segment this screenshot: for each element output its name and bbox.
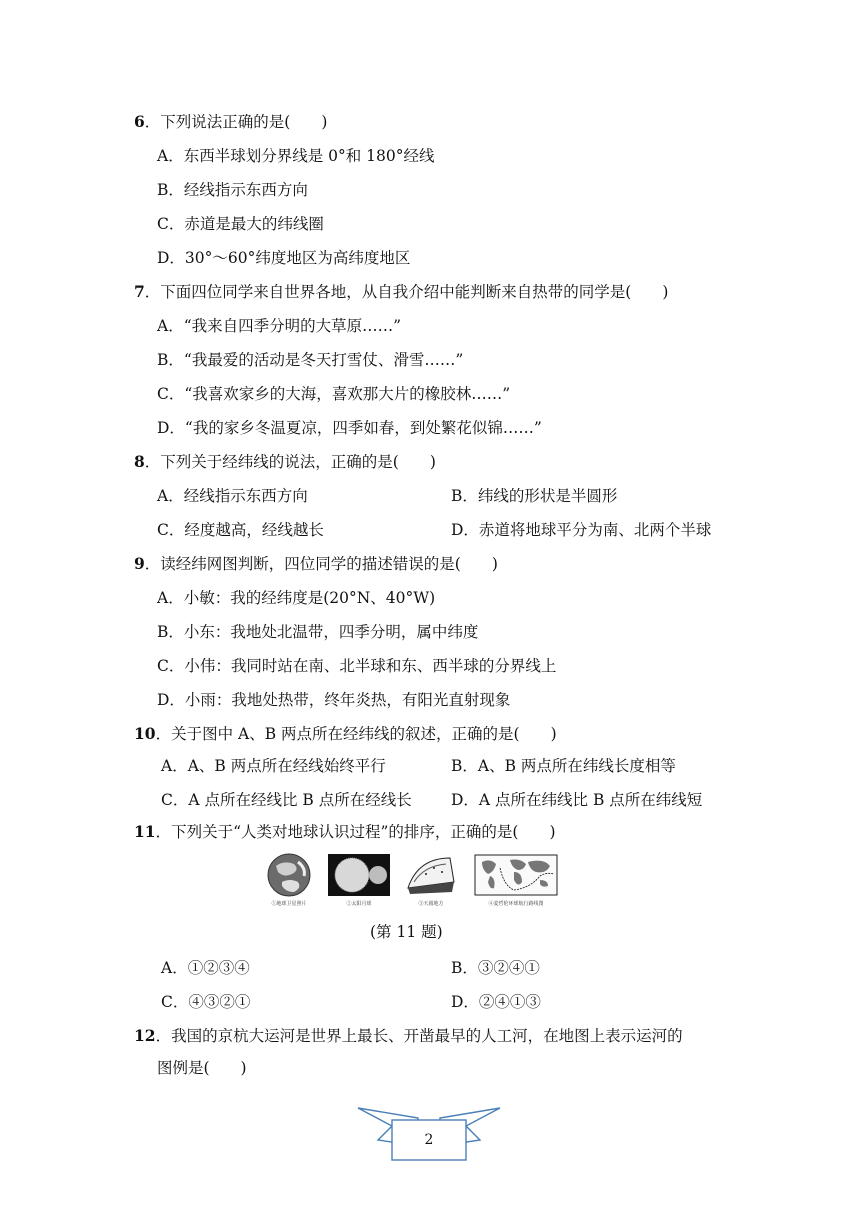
question-7-option-d: D．“我的家乡冬温夏凉，四季如春，到处繁花似锦……” (157, 419, 542, 437)
question-10-option-b: B．A、B 两点所在纬线长度相等 (451, 757, 676, 775)
question-11-option-c: C．④③②① (161, 993, 251, 1011)
figure-label-3: ③天圆地方 (418, 901, 444, 907)
question-9-option-a: A．小敏：我的经纬度是(20°N、40°W) (157, 589, 436, 607)
question-8-option-c: C．经度越高，经线越长 (157, 521, 324, 539)
question-9-option-d: D．小雨：我地处热带，终年炎热，有阳光直射现象 (157, 691, 511, 709)
question-12-stem: 12．我国的京杭大运河是世界上最长、开凿最早的人工河，在地图上表示运河的 (134, 1026, 683, 1045)
question-11-option-d: D．②④①③ (451, 993, 541, 1011)
question-10-option-d: D．A 点所在纬线比 B 点所在纬线短 (451, 791, 703, 809)
world-map-route-image (474, 852, 558, 898)
question-9-option-b: B．小东：我地处北温带，四季分明，属中纬度 (157, 623, 479, 641)
figure-label-4: ④麦哲伦环球航行路线图 (488, 901, 544, 907)
question-7-stem: 7．下面四位同学来自世界各地，从自我介绍中能判断来自热带的同学是( ) (134, 282, 669, 301)
question-7-option-a: A．“我来自四季分明的大草原……” (157, 317, 402, 335)
question-11-option-a: A．①②③④ (161, 959, 250, 977)
figure-world-route (474, 852, 558, 907)
figure-earth-photo (264, 852, 314, 907)
page-number: 2 (424, 1132, 434, 1148)
question-6-option-b: B．经线指示东西方向 (157, 181, 308, 199)
question-10-option-c: C．A 点所在经线比 B 点所在经线长 (161, 791, 412, 809)
question-6-option-a: A．东西半球划分界线是 0°和 180°经线 (157, 147, 435, 165)
question-6-stem: 6．下列说法正确的是( ) (134, 112, 328, 131)
figure-caption: (第 11 题) (370, 923, 443, 941)
question-6-option-d: D．30°～60°纬度地区为高纬度地区 (157, 249, 411, 267)
question-7-option-c: C．“我喜欢家乡的大海，喜欢那大片的橡胶林……” (157, 385, 511, 403)
sky-dome-image (404, 852, 458, 898)
question-8-stem: 8．下列关于经纬线的说法，正确的是( ) (134, 452, 436, 471)
question-8-option-a: A．经线指示东西方向 (157, 487, 308, 505)
sun-moon-image (328, 852, 390, 898)
question-9-stem: 9．读经纬网图判断，四位同学的描述错误的是( ) (134, 554, 498, 573)
question-11-option-b: B．③②④① (451, 959, 540, 977)
figure-label-1: ①地球卫星照片 (271, 901, 307, 907)
question-8-option-d: D．赤道将地球平分为南、北两个半球 (451, 521, 712, 539)
earth-satellite-image (264, 852, 314, 898)
figure-sun-moon (328, 852, 390, 907)
question-10-stem: 10．关于图中 A、B 两点所在经纬线的叙述，正确的是( ) (134, 724, 557, 743)
figure-round-sky (404, 852, 458, 907)
question-12-stem-continued: 图例是( ) (157, 1059, 247, 1077)
question-11-figure (262, 852, 562, 912)
question-11-stem: 11．下列关于“人类对地球认识过程”的排序，正确的是( ) (134, 822, 556, 841)
page-number-ribbon (356, 1106, 502, 1164)
figure-label-2: ②太阳月球 (346, 901, 372, 907)
question-10-option-a: A．A、B 两点所在经线始终平行 (161, 757, 386, 775)
question-9-option-c: C．小伟：我同时站在南、北半球和东、西半球的分界线上 (157, 657, 557, 675)
question-6-option-c: C．赤道是最大的纬线圈 (157, 215, 324, 233)
question-7-option-b: B．“我最爱的活动是冬天打雪仗、滑雪……” (157, 351, 464, 369)
question-8-option-b: B．纬线的形状是半圆形 (451, 487, 618, 505)
